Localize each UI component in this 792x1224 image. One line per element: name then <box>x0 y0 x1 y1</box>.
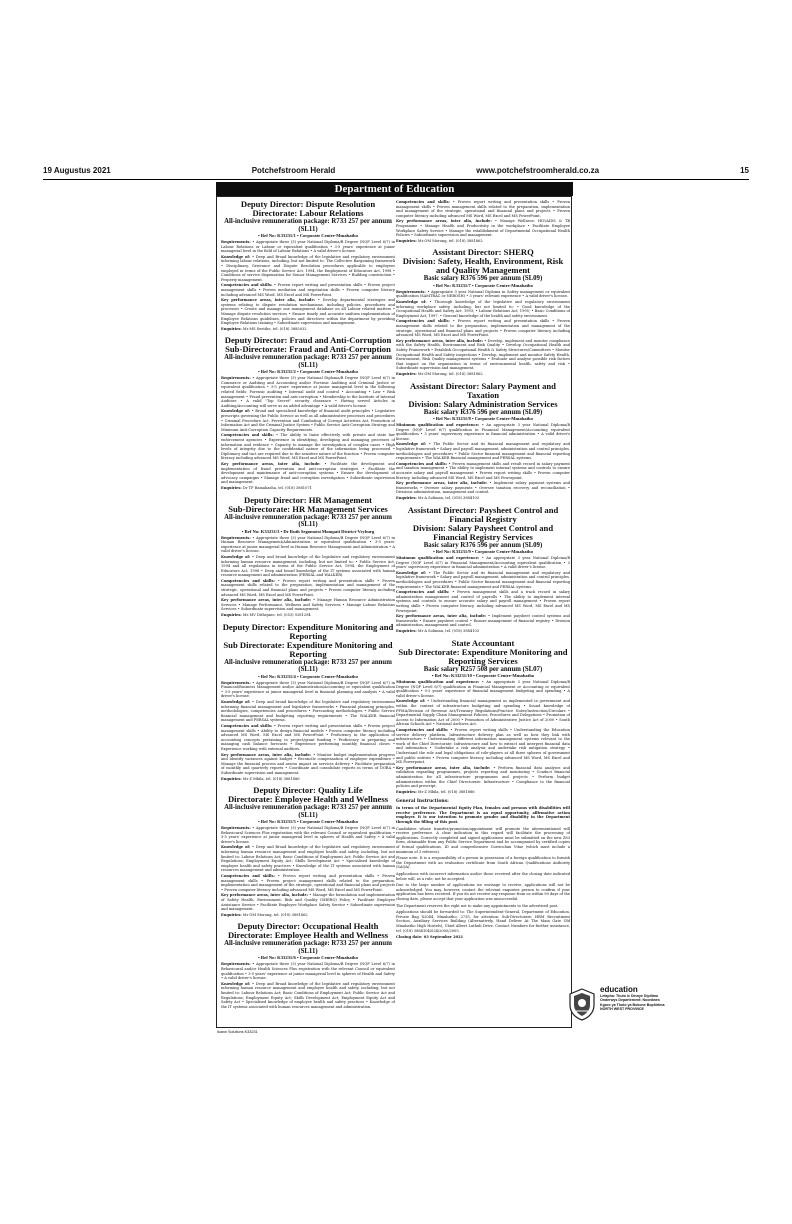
job-remuneration: All-inclusive remuneration package: R733 257 per annum (SL11) <box>224 218 392 233</box>
masthead <box>43 163 749 177</box>
job-remuneration: All-inclusive remuneration package: R733 257 per annum (SL11) <box>224 513 392 529</box>
job-paragraph: Competencies and skills: • Proven report writing and presentation skills • Proven project management skills • Proven mediation and negotiation skills • Proven computer literacy including advanced MS Word, MS Excel and MS PowerPoint. <box>221 283 395 297</box>
job-paragraph: Minimum qualification and experience: • An appropriate 3 year National Diploma/B Degree (NQF Level 6/7) in Financial Management/Accounting equivalent qualification • 3 years' supervisory experience in financial administration • A valid driver's license. <box>396 556 570 570</box>
job-reference: • Ref No: K33231/1 • Corporate Centre-Mmabatho <box>258 233 358 238</box>
job-subtitle: Sub Directorate: Expenditure Monitoring and Reporting Services <box>398 646 568 666</box>
job-paragraph: Minimum qualification and experience: • An appropriate 3 year National Diploma/B Degree (NQF Level 6/7) qualification in Financial Management/Accounting equivalent qualification • 3 years' supervisory experience in financial administration • A valid driver's license. <box>396 423 570 441</box>
job-paragraph: Knowledge of: • Understanding financial management as implemented in government and within the context of infrastructure budgeting and spending • Sound knowledge of PFMA/Division of Revenue Act/Treasury Regulations/Practice Notes/Instruction/Circulars • Departmental Supply Chain Management Policies, Procedures and Delegations • Promotion of Access to Information Act of 2000 • Promotion of Administrative Justice Act of 2000 • South African Schools Act • National Archives Act. <box>396 699 570 727</box>
job-post <box>396 639 570 795</box>
job-post <box>396 382 570 501</box>
job-post <box>221 200 395 331</box>
job-post <box>221 922 395 1009</box>
job-title: Deputy Director: Occupational Health <box>237 921 379 932</box>
issue-date: 19 Augustus 2021 <box>43 165 111 175</box>
job-remuneration: Basic salary R376 596 per annum (SL09) <box>423 275 543 283</box>
job-paragraph: Enquiries: Mr OM Morong, tel. (018) 3881862 <box>221 912 308 917</box>
job-remuneration: All-inclusive remuneration package: R733 257 per annum (SL11) <box>224 804 392 819</box>
job-remuneration: All-inclusive remuneration package: R733 257 per annum (SL11) <box>224 658 392 674</box>
logo-line-2: Onderwys Departement: Noordwes <box>600 998 660 1003</box>
job-paragraph: Requirements: • Appropriate 3 year National Diploma in Safety management or equivalent qualification (SAMTRAC or NEBOSH) • 3 years' relevant experience • A valid driver's license. <box>396 289 570 299</box>
job-remuneration: All-inclusive remuneration package: R733 257 per annum (SL11) <box>224 940 392 955</box>
department-banner: Department of Education <box>216 182 573 196</box>
job-paragraph: Requirements: • Appropriate three (3) year National Diploma/B Degree (NQF Level 6/7) in Human Resource Management/Administration or equivalent qualification • 3-5 years' experience at junior managerial level in Human Resource Management and Administration • A valid driver's license. <box>221 535 395 554</box>
job-title: Assistant Director: Salary Payment and Taxation <box>410 380 556 400</box>
logo-line-3: Kgoro ya Thuto ya Bokone Bophirima <box>600 1002 665 1007</box>
job-title: Deputy Director: Fraud and Anti-Corruption <box>224 335 392 346</box>
job-remuneration: Basic salary R376 596 per annum (SL09) <box>423 408 543 416</box>
job-paragraph: Knowledge of: • Broad and specialised knowledge of financial audit principles • Legislative prescripts governing the Public Service as well as all administrative processes and procedures • Criminal Procedure Act, Prevention and Combating of Corrupt Activities Act, Promotion of Information Act and the Criminal Justice System • Public Service Anti-Corruption Strategy and Minimum Anti-Corruption Capacity Requirements. <box>221 409 395 432</box>
job-post <box>221 336 395 490</box>
footer-credit: Ikanw Solutions K33231 <box>217 1030 258 1034</box>
job-paragraph: Enquiries: Ms MV Dithejane, tel. (053) 9281294 <box>221 613 311 618</box>
paper-website: www.potchefstroomherald.co.za <box>476 165 600 175</box>
job-paragraph: Knowledge of: • Deep and Broad knowledge of the legislative and regulatory environment informing human resource management and employee health and safety, including, but not limited to: Labour Relations Act; Basic Conditions of Employment Act; Public Service Act and Regulations; Employment Equity Act; Skills Development Act • Specialised knowledge of employee health and safety practices • Knowledge of the IT systems associated with human resources management and administration. <box>221 845 395 873</box>
job-paragraph: Minimum qualification and experience: • An appropriate 3 year National Diploma/B Degree (NQF Level 6/7) qualification in Financial Management or Accounting or equivalent qualification • 0-2 years' experience of financial management budgeting and spending • A valid driver's license. <box>396 680 570 698</box>
job-title: State Accountant <box>451 637 515 648</box>
general-paragraph: Closing date: 03 September 2021 <box>396 935 464 940</box>
job-paragraph: Key performance areas, inter alia, include: • Manage the formulation and implementation of Safety Health, Environment, Risk and Quality (SHERQ) Policy • Facilitate Employee Assistance Service • Facilitate Employee Workplace Safety Service • Subordinate supervision and management. <box>221 893 395 912</box>
logo-line-1: Lefapha: Thuto le Dinnye Dipilimo <box>600 994 659 998</box>
job-paragraph: Competencies and skills: • Proven management skills and a track record in salary administration management and control of payrolls • The ability to implement internal systems and controls to ensure accurate salary and payroll management • Proven report writing skills • Proven computer literacy, including advanced MS Word, MS Excel and MS Powerpoint. <box>396 590 570 613</box>
job-paragraph: Competencies and skills: • Proven report writing skills • Understanding the Education service delivery platform, Infrastructure delivery plan as well as how they link with infrastructure • Understanding different information management systems relevant to the work of the Chief Directorate: Infrastructure and how to extract and interpret financial data and information • Undertake a risk analysis and undertake risk mitigation strategy • Understand the role and legal obligations of role-players at all three spheres of government and public entities • Proven computer literacy, including advanced MS Word, MS Excel and MS Powerpoint. <box>396 727 570 765</box>
job-subtitle: Division: Safety, Health, Environment, Risk and Quality Management <box>402 256 564 276</box>
job-paragraph: Requirements: • Appropriate three (3) year National Diploma/B Degree (NQF Level 6/7) in Behavioural Sciences Plus registration with the relevant Council or equivalent qualification • 3-5 years' experience at junior managerial level in spheres of Health and Safety • A valid driver's license. <box>221 826 395 844</box>
job-paragraph: Competencies and skills: • Proven report writing and presentation skills • Proven project management skills • Ability to design financial models • Proven computer literacy including advanced MS Word, MS Excel and MS PowerPoint • Proficiency in the application of accounting concepts pertaining to project/grant funding • Proficiency in preparing and managing cash balance forecasts • Experience performing monthly financial closes • Experience working with external auditors. <box>221 723 395 751</box>
right-column <box>396 200 570 1024</box>
job-subtitle: Sub-Directorate: Fraud and Anti-Corruption <box>225 344 391 355</box>
job-reference: • Ref No: K33231/10 • Corporate Centre-Mmabatho <box>431 673 535 679</box>
job-remuneration: Basic salary R376 596 per annum (SL09) <box>423 541 543 549</box>
job-paragraph: Enquiries: Mr Z Mbila, tel. (018) 3881886 <box>396 789 475 794</box>
page-number: 15 <box>740 165 749 175</box>
job-reference: • Ref No: K33231/8 • Corporate Centre-Mmabatho <box>433 416 533 422</box>
job-paragraph: Competencies and skills: • Proven report writing and presentation skills • Proven management skills related to the preparation, implementation and management of the strategic, operational and financial plans and projects • Proven computer literacy including advanced MS Word, MS Excel and MS PowerPoint. <box>221 578 395 597</box>
job-paragraph: Knowledge of: • Deep and broad knowledge of the legislative and regulatory environment informing human resource management, including, but not limited to: • Public Service Act, 1994 and all regulations in terms of the Public Service Act, 1994, the Employment of Educators Act, 1998 • Deep and broad knowledge of the IT systems associated with human resource management and administration (PERSAL and WALKER). <box>221 554 395 578</box>
logo-line-4: NORTH WEST PROVINCE <box>600 1007 644 1012</box>
job-reference: • Ref No: K33231/5 • Corporate Centre-Mmabatho <box>258 819 358 825</box>
masthead-rule <box>43 179 749 180</box>
job-paragraph: Key performance areas, inter alia, include: • Implement salary payment systems and frameworks • Oversee salary payments • Oversee taxation recovery and reconciliation • Divisions administration, management and control. <box>396 481 570 495</box>
job-post <box>396 506 570 634</box>
general-paragraph: Candidates whose transfer/promotion/appointment will promote the aforementioned will receive preference. A clear indication in this regard will facilitate the processing of applications. Correctly completed and signed applications must be submitted on the new Z83 form, obtainable from any Public Service Department and be accompanied by certified copies of formal qualifications, ID and comprehensive Curriculum Vitae (which must include a minimum of 3 referees). <box>396 826 570 854</box>
job-subtitle: Sub-Directorate: HR Management Services <box>228 503 388 514</box>
job-subtitle: Directorate: Employee Health and Wellness <box>227 794 389 805</box>
job-post <box>221 623 395 781</box>
job-title: Deputy Director: Quality Life <box>253 785 363 796</box>
job-title: Assistant Director: SHERQ <box>432 247 534 258</box>
job-paragraph: Requirements: • Appropriate three (3) year National Diploma/B Degree (NQF Level 6/7) in Financial/Business Management and/or Administration/Accounting or equivalent qualification • 3-5 years' experience at junior managerial level in financial planning and analysis • A valid driver's license. <box>221 680 395 699</box>
job-paragraph: Enquiries: Mr OM Morong, tel. (018) 3881862 <box>396 238 483 243</box>
job-paragraph: Competencies and skills: • Proven report writing and presentation skills • Proven management skills • Proven project management skills related to the preparation, implementation and management of the strategic, operational and financial plans and projects • Proven computer literacy including advanced MS Word, MS Excel and MS PowerPoint. <box>221 874 395 892</box>
job-paragraph: Key performance areas, inter alia, include: • Monitor budget implementation progress and identify variances against budget • Reconcile compensation of employee expenditure • Manage the financial process and assess impact on services delivery • Facilitate preparation of monthly and quarterly reports • Coordinate and consolidate reports in terms of DORA • Subordinate supervision and management. <box>221 752 395 775</box>
job-subtitle: Sub Directorate: Expenditure Monitoring and Reporting <box>223 639 393 659</box>
job-title: Deputy Director: HR Management <box>244 494 372 505</box>
logo-name: education <box>600 985 638 994</box>
job-reference: • Ref No: K33231/2 • Corporate Centre-Mmabatho <box>258 369 358 375</box>
general-paragraph: Applications with incorrect information and/or those received after the closing date indicated below will, as a rule, not be accepted. <box>396 872 570 881</box>
coat-of-arms-icon <box>567 987 597 1021</box>
job-paragraph: Knowledge of: • Deep and Broad knowledge of the legislative and regulatory environment informing labour relations, including, but not limited to: The Collective Bargaining framework • Disciplinary, Grievance and Dispute Resolution procedures applicable to employees employed in terms of the Public Service Act, 1994, the Employment of Educators Act, 1998 • Conditions of service dispensation for Senior Management Services • Building construction • Property management. <box>221 254 395 282</box>
left-column <box>221 200 395 1024</box>
job-title: Assistant Director: Paysheet Control and Financial Registry <box>407 504 559 524</box>
job-paragraph: Enquiries: Mr A Soliman, tel. (018) 3884103 <box>396 495 480 500</box>
general-paragraph: Due to the large number of applications we envisage to receive, applications will not be acknowledged. You may, however, contact the relevant enquiries person to confirm if your application has been received. If you do not receive any response from us within 90 days of the closing date, please accept that your application was unsuccessful. <box>396 883 570 901</box>
job-subtitle: Directorate: Employee Health and Wellness <box>227 930 389 941</box>
job-paragraph: Knowledge of: • Deep and broad knowledge of the legislative and regulatory environment informing financial management and legislative frameworks • Financial planning principles, methodologies, competencies and procedures • Forecasting methodologies • Public Service financial management and budgeting reporting requirements • The WALKER financial management and PERSAL systems. <box>221 700 395 723</box>
job-paragraph: Competencies and skills: • Proven management skills and result record in salary payment and taxation management • The ability to implement internal systems and controls to ensure accurate salary and payroll management • Proven report writing skills • Proven computer literacy, including advanced MS Word, MS Excel and MS Powerpoint. <box>396 461 570 480</box>
job-title: Deputy Director: Dispute Resolution <box>240 200 376 209</box>
job-paragraph: Competencies and skills: • The ability to liaise effectively with private and state law enforcement agencies • Experience in identifying, developing and managing processes of information and evidence • Capacity to manage the investigation of complex cases • High levels of integrity due to the confidential nature of the information being processed • Diplomacy and tact are required due to the sensitive nature of the function • Proven computer literacy including advanced MS Word, MS Excel and MS PowerPoint. <box>221 433 395 461</box>
job-post <box>221 786 395 917</box>
job-post <box>221 496 395 618</box>
general-heading: General Instructions: <box>396 799 449 805</box>
job-paragraph: Enquiries: Mr A Soliman, tel. (018) 3884103 <box>396 628 480 633</box>
job-reference: • Ref No: K33231/7 • Corporate Centre-Mmabatho <box>433 282 533 288</box>
job-paragraph: Enquiries: Mr OM Morong, tel. (018) 3881862 <box>396 371 483 376</box>
job-paragraph: Key performance areas, inter alia, include: • Manage Human Resource Administration Services • Manage Performance, Wellness and Safety Services • Manage Labour Relations Services • Subordinate supervision and management. <box>221 598 395 612</box>
job-paragraph: Key performance areas, inter alia, include: • Facilitate the development and implementation of fraud prevention and anti-corruption strategies • Facilitate the development and maintenance of anti-corruption systems • Ensure the development of advocacy campaigns • Manage fraud and corruption investigation • Subordinate supervision and management. <box>221 461 395 485</box>
job-paragraph: Key performance areas, inter alia, include: • Implement paysheet control systems and frameworks • Ensure paysheet control • Ensure management of financial registry • Division administration, management and control. <box>396 614 570 628</box>
job-paragraph: Requirements: • Appropriate three (3) year National Diploma/B Degree (NQF Level 6/7) in Commerce or Auditing and Accounting and/or Forensic Auditing and Criminal Justice or equivalent qualification • 3-5 years' experience at junior managerial level in the following related fields: Forensic auditing • Internal audit and control • Accounting • Law • Risk management • Fraud prevention and anti-corruption • Membership to the Institute of Internal Auditors • A valid "Top Secret" security clearance • Having served Articles in Auditing/Accounting will serve as an added advantage • A valid driver's license. <box>221 376 395 408</box>
job-paragraph: Knowledge of: • The Public Sector and its financial management and regulatory and legislative framework • Salary and payroll management, administration and control principles, methodologies and procedures • Public Sector financial management and financial reporting requirements • The WALKER financial management and PERSAL systems. <box>396 442 570 461</box>
job-reference: • Ref No: K33231/6 • Corporate Centre-Mmabatho <box>258 955 358 961</box>
job-reference: • Ref No: K33231/3 • Dr Ruth Segomotsi Mompati District-Vryburg <box>241 528 375 534</box>
job-subtitle: Division: Salary Paysheet Control and Financial Registry Services <box>412 522 554 542</box>
job-post <box>396 200 570 243</box>
job-post <box>396 248 570 376</box>
job-paragraph: Enquiries: Mr MS Seetihe, tel. (018) 3885032 <box>221 326 307 331</box>
job-paragraph: Competencies and skills: • Proven report writing and presentation skills • Proven management skills • Proven management skills related to the preparation, implementation and management of the strategic, operational and financial plans and projects • Proven computer literacy including advanced MS Word, MS Excel and MS PowerPoint. <box>396 200 570 218</box>
general-paragraph: Please note: It is a responsibility of a person in possession of a foreign qualification to furnish the Department with an evaluation certificate from South African Qualifications Authority (SAQA). <box>396 856 570 870</box>
job-paragraph: Key performance areas, inter alia, include: • Manage Wellness: HIV/AIDS & TB Programme • Manage Health and Productivity in the workplace • Facilitate Employee Workplace Safety Service • Manage the establishment of Departmental Occupational Health Policies • Subordinate supervision and management. <box>396 219 570 238</box>
general-paragraph: Applications should be forwarded to: The Superintendent-General, Department of Education, Private Bag X2044, Mmabatho, 2735, for attention: Sub-Directorate: HRM Recruitment Section, Auxiliary Services Building (Alternatively, Hand Deliver At The Main Gate Old Mmabatho High Hostels), Chief Albert Luthuli Drive. Contact Numbers for further assistance, tel. (018) 3884104/024/2000/2005. <box>396 910 570 933</box>
job-paragraph: Competencies and skills: • Proven report writing and presentation skills • Proven management skills related to the preparation, implementation and management of the strategic, operational and financial plans and projects • Proven computer literacy including advanced MS Word, MS Excel and MS PowerPoint. <box>396 319 570 338</box>
job-remuneration: All-inclusive remuneration package: R733 257 per annum (SL11) <box>224 354 392 369</box>
job-reference: • Ref No: K33231/4 • Corporate Centre-Mmabatho <box>258 673 358 679</box>
job-paragraph: Knowledge of: • Thorough knowledge of the legislative and regulatory environment informing workplace safety, including, but not limited to: • Good knowledge of the Occupational Health and Safety Act, 1993; • Labour Relations Act, 1995; • Basic Conditions of Employment Act, 1997. • General knowledge of the health and safety environment. <box>396 300 570 318</box>
job-remuneration: Basic salary R257 508 per annum (SL07) <box>423 665 543 673</box>
equity-statement: In terms of the Departmental Equity Plan, females and persons with disabilities will receive preference. The Department is an equal opportunity, affirmative action employer. It is our intention to promote gender and disability in the Department through the filling of this post. <box>396 806 570 825</box>
job-paragraph: Knowledge of: • The Public Sector and its financial management and regulatory and legislative framework • Salary and payroll management, administration and control principles, methodologies and procedures • Public Sector financial management and financial reporting requirements • The WALKER financial management and PERSAL systems. <box>396 570 570 589</box>
general-instructions <box>396 799 570 939</box>
job-paragraph: Key performance areas, inter alia, include: • Perform financial data analyses and validation regarding programmes, projects reporting and monitoring • Conduct financial administration for all infrastructure programmes and projects • Perform budget administration within the Chief Directorate: Infrastructure • Compliance to the financial policies and prescript. <box>396 765 570 789</box>
general-paragraph: The Department reserves the right not to make any appointments to the advertised post. <box>396 903 559 908</box>
job-paragraph: Knowledge of: • Deep and Broad knowledge of the legislative and regulatory environment informing human resource management and employee health and safety, including, but not limited to: Labour Relations Act; Basic Conditions of Employment Act; Public Service Act and Regulations; Employment Equity Act; Skills Development Act; Employment Equity Act and Safety Act • Specialised knowledge of employee health and safety practices • Knowledge of the IT systems associated with human resources management and administration. <box>221 981 395 1009</box>
job-subtitle: Directorate: Labour Relations <box>252 208 364 218</box>
job-reference: • Ref No: K33231/9 • Corporate Centre-Mmabatho <box>433 549 533 555</box>
job-paragraph: Key performance areas, inter alia, include: • Develop departmental strategies and systems relating to dispute resolution mechanisms, including policies, procedures and processes • Create and manage one management database on all Labour related matters • Manage dispute resolution services • Ensure timely and accurate uniform implementation of Employee Relations guidelines, policies and directives within the department by providing Employee Relations training • Subordinate supervision and management. <box>221 298 395 326</box>
job-subtitle: Division: Salary Administration Services <box>408 398 558 409</box>
job-paragraph: Enquiries: Mr Z Mbila, tel. (018) 3881886 <box>221 776 300 781</box>
job-title: Deputy Director: Expenditure Monitoring and Reporting <box>222 621 394 641</box>
paper-name: Potchefstroom Herald <box>251 165 336 175</box>
education-logo <box>567 983 717 1023</box>
job-paragraph: Requirements: • Appropriate three (3) year National Diploma/B Degree (NQF Level 6/7) in Labour Relations or Labour or equivalent qualification • 3-5 years' experience at junior managerial level in the field of Labour Relations • A valid driver's license. <box>221 240 395 254</box>
job-paragraph: Enquiries: Dr TP Ramahasha, tel. (018) 3881071 <box>221 485 312 490</box>
job-paragraph: Key performance areas, inter alia, include: • Develop, implement and monitor compliance with the Safety Health, Environment and Risk Quality • Develop Occupational Health and Safety Framework • Establish Occupational Health & Safety Structures/Committees • Monitor Occupational Health and Safety inspections • Develop, implement and monitor Safety Health, Environment, Risk Quality management systems • Evaluate and analyse possible risk factors that impact on the organisation in terms of environmental health, safety and risk • Subordinate supervision and management. <box>396 338 570 371</box>
job-paragraph: Requirements: • Appropriate three (3) year National Diploma/B Degree (NQF Level 6/7) in Behavioural and/or Health Sciences Plus registration with the relevant Council or equivalent qualification • 3-5 years' experience at junior managerial level in spheres of Health and Safety • A valid driver's license. <box>221 962 395 981</box>
